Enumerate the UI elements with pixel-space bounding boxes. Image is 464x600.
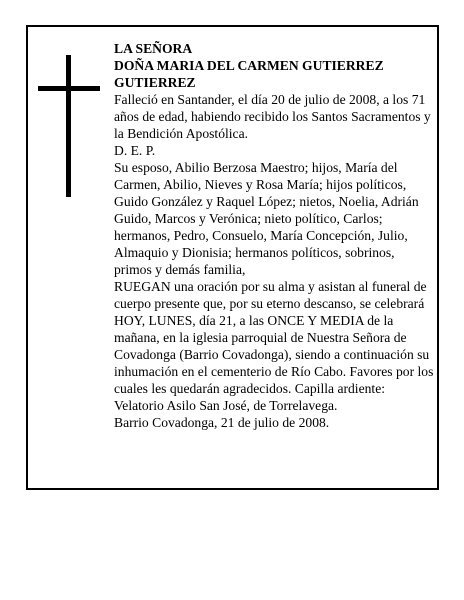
cross-icon: [66, 55, 71, 197]
death-notice: Falleció en Santander, el día 20 de julio de 2008, a los 71 años de edad, habiendo recibido los Santos Sacramentos y la Bendición Apostólica.: [114, 92, 431, 141]
deceased-name: DOÑA MARIA DEL CARMEN GUTIERREZ GUTIERREZ: [114, 58, 384, 90]
funeral-request: RUEGAN una oración por su alma y asistan al funeral de cuerpo presente que, por su eterno descanso, se celebrará HOY, LUNES, día 21, a las ONCE Y MEDIA de la mañana, en la iglesia parroquial de Nuestra Señora de Covadonga (Barrio Covadonga), siendo a continuación su inhumación en el cementerio de Río Cabo. Favores por los cuales les quedarán agradecidos. Capilla ardiente: Velatorio Asilo San José, de Torrelavega.: [114, 279, 434, 413]
cross-icon-bar: [38, 86, 100, 91]
obituary-notice: [26, 25, 439, 490]
obituary-heading: LA SEÑORA: [114, 41, 193, 56]
family-list: Su esposo, Abilio Berzosa Maestro; hijos, María del Carmen, Abilio, Nieves y Rosa María; hijos políticos, Guido González y Raquel López; nietos, Noelia, Adrián Guido, Marcos y Verónica; nieto político, Carlos; hermanos, Pedro, Consuelo, María Concepción, Julio, Almaquio y Dionisia; hermanos políticos, sobrinos, primos y demás familia,: [114, 160, 419, 277]
obituary-text: [114, 40, 434, 431]
place-date: Barrio Covadonga, 21 de julio de 2008.: [114, 415, 330, 430]
rip-line: D. E. P.: [114, 143, 156, 158]
